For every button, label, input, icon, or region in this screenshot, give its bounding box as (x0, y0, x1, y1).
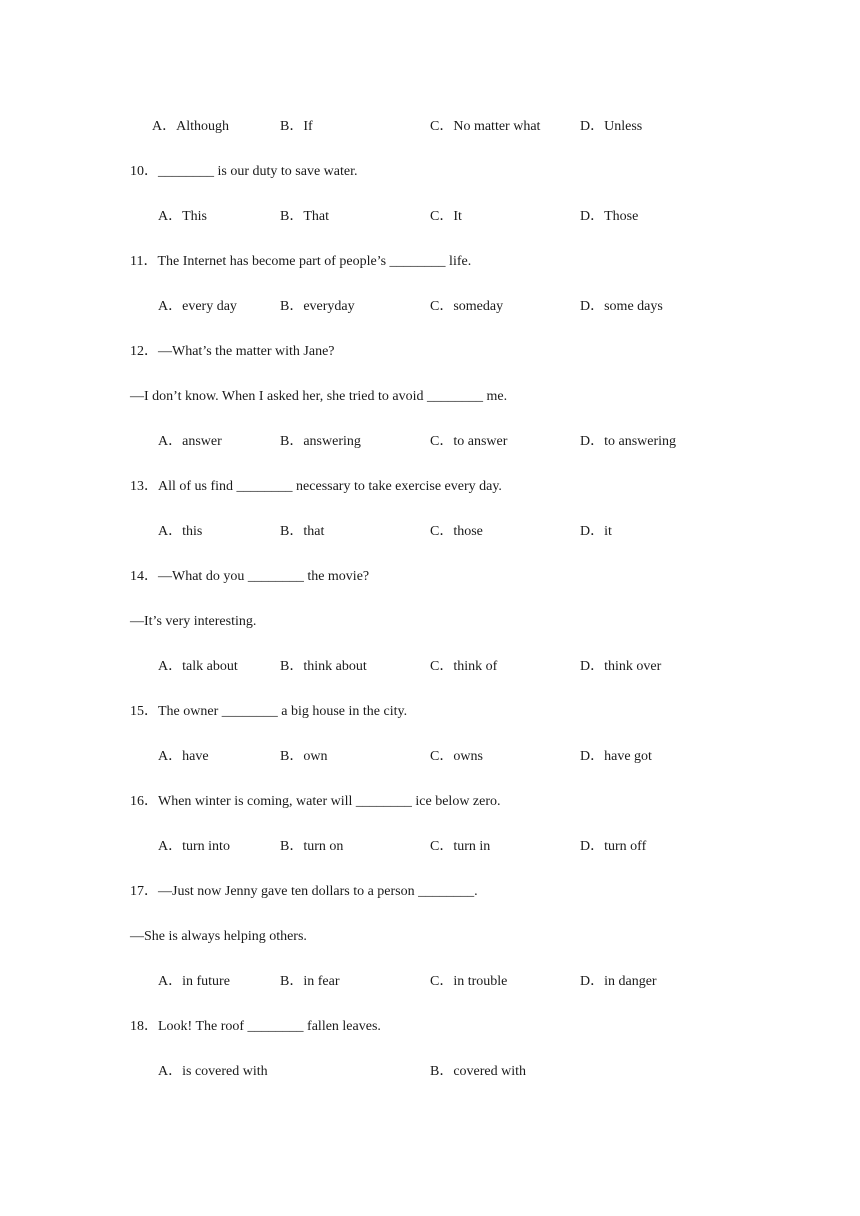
q13-options (0, 522, 860, 542)
q14-stem2-line (0, 612, 860, 632)
q13-option-d: D．it (580, 524, 612, 539)
q10-stem-line (0, 162, 860, 182)
q15-options (0, 747, 860, 767)
q17-stem2: —She is always helping others. (130, 929, 307, 944)
q17-stem-line (0, 882, 860, 902)
q15-option-c: C．owns (430, 749, 483, 764)
q12-stem2-line (0, 387, 860, 407)
q11-stem: 11．The Internet has become part of people’s ________ life. (130, 254, 472, 269)
q12-option-c: C．to answer (430, 434, 508, 449)
q15-stem-line (0, 702, 860, 722)
q11-options (0, 297, 860, 317)
q15-stem: 15．The owner ________ a big house in the city. (130, 704, 408, 719)
q18-stem-line (0, 1017, 860, 1037)
q17-option-b: B．in fear (280, 974, 340, 989)
q18-option-b: B．covered with (430, 1064, 527, 1079)
q12-option-d: D．to answering (580, 434, 677, 449)
q17-options (0, 972, 860, 992)
q14-option-d: D．think over (580, 659, 662, 674)
q16-options (0, 837, 860, 857)
q16-stem-line (0, 792, 860, 812)
q11-option-c: C．someday (430, 299, 504, 314)
q13-option-b: B．that (280, 524, 325, 539)
q11-option-b: B．everyday (280, 299, 355, 314)
q14-stem-line (0, 567, 860, 587)
q9-option-c: C．No matter what (430, 119, 541, 134)
q16-stem: 16．When winter is coming, water will ________ ice below zero. (130, 794, 501, 809)
q11-option-a: A．every day (158, 299, 237, 314)
q9-options (0, 117, 860, 137)
q10-options (0, 207, 860, 227)
q13-stem: 13．All of us find ________ necessary to take exercise every day. (130, 479, 502, 494)
q15-option-d: D．have got (580, 749, 652, 764)
q16-option-b: B．turn on (280, 839, 344, 854)
q12-options (0, 432, 860, 452)
q14-stem2: —It’s very interesting. (130, 614, 257, 629)
q11-option-d: D．some days (580, 299, 663, 314)
q15-option-b: B．own (280, 749, 328, 764)
q14-options (0, 657, 860, 677)
q14-option-b: B．think about (280, 659, 367, 674)
q16-option-d: D．turn off (580, 839, 647, 854)
q10-option-d: D．Those (580, 209, 639, 224)
q17-stem2-line (0, 927, 860, 947)
q17-option-c: C．in trouble (430, 974, 508, 989)
q18-option-a: A．is covered with (158, 1064, 268, 1079)
q12-stem2: —I don’t know. When I asked her, she tried to avoid ________ me. (130, 389, 508, 404)
q17-option-d: D．in danger (580, 974, 657, 989)
q12-stem-line (0, 342, 860, 362)
q18-stem: 18．Look! The roof ________ fallen leaves. (130, 1019, 381, 1034)
q10-option-c: C．It (430, 209, 462, 224)
q10-option-b: B．That (280, 209, 329, 224)
q10-stem: 10．________ is our duty to save water. (130, 164, 358, 179)
q14-option-a: A．talk about (158, 659, 238, 674)
q10-option-a: A．This (158, 209, 207, 224)
q13-option-a: A．this (158, 524, 203, 539)
q9-option-a: A．Although (152, 119, 229, 134)
q12-option-a: A．answer (158, 434, 222, 449)
q14-stem: 14．—What do you ________ the movie? (130, 569, 370, 584)
q13-stem-line (0, 477, 860, 497)
q15-option-a: A．have (158, 749, 209, 764)
q18-options (0, 1062, 860, 1082)
q17-option-a: A．in future (158, 974, 230, 989)
q12-option-b: B．answering (280, 434, 361, 449)
q14-option-c: C．think of (430, 659, 498, 674)
q9-option-b: B．If (280, 119, 313, 134)
q13-option-c: C．those (430, 524, 483, 539)
q16-option-a: A．turn into (158, 839, 230, 854)
q12-stem: 12．—What’s the matter with Jane? (130, 344, 335, 359)
q11-stem-line (0, 252, 860, 272)
q9-option-d: D．Unless (580, 119, 643, 134)
q17-stem: 17．—Just now Jenny gave ten dollars to a person ________. (130, 884, 478, 899)
q16-option-c: C．turn in (430, 839, 491, 854)
